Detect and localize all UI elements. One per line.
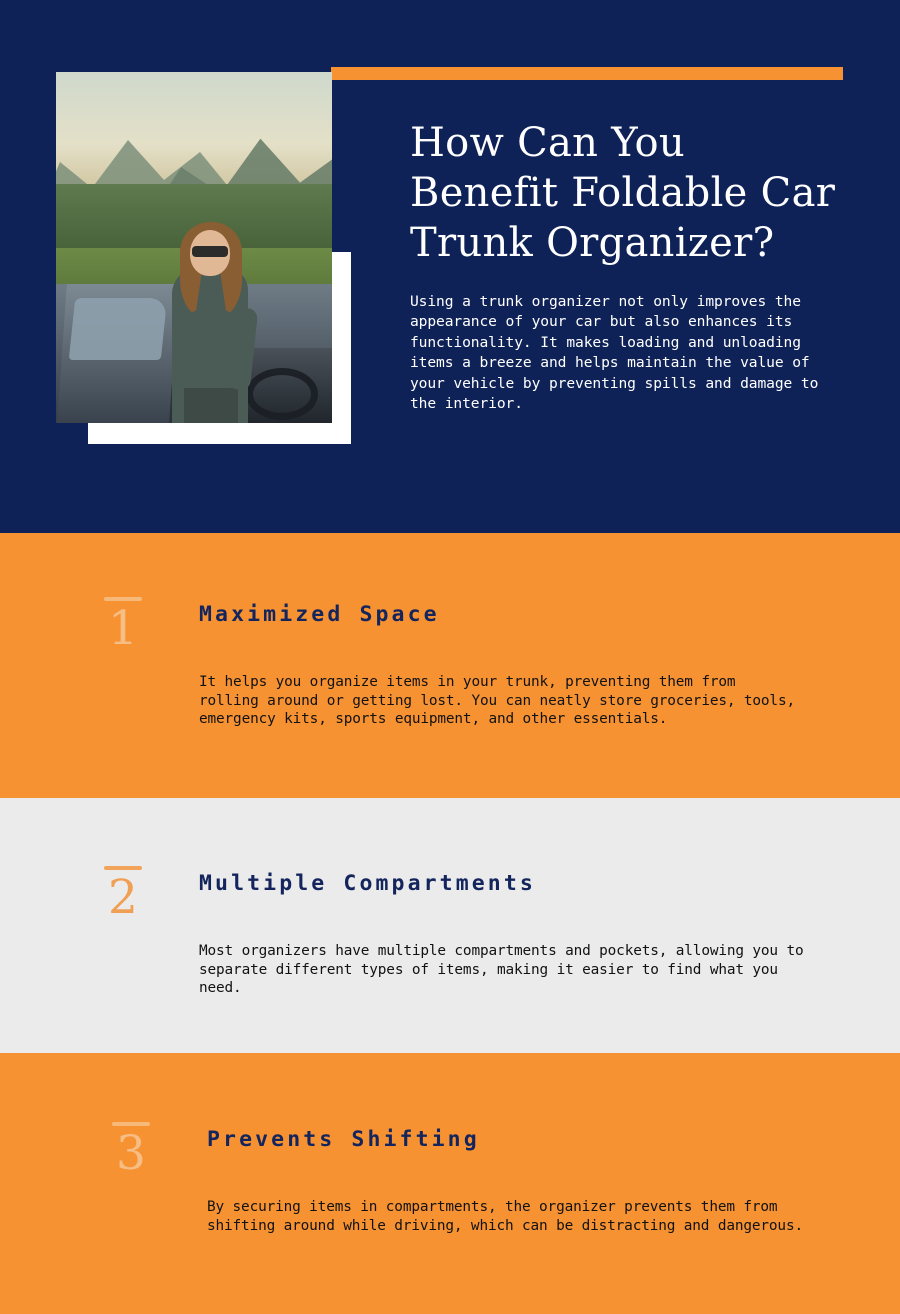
step-number-3 [86,1122,176,1181]
section-1-body: It helps you organize items in your trunk, preventing them from rolling around or getting lost. You can neatly store groceries, tools, emergency kits, sports equipment, and other essentials. [199,674,795,728]
number-value: 3 [116,1126,146,1181]
step-number-1 [78,597,168,656]
section-1-title: Maximized Space [199,602,440,627]
benefit-section-2 [0,798,900,1053]
benefit-section-3 [0,1053,900,1314]
section-2-body: Most organizers have multiple compartments and pockets, allowing you to separate different types of items, making it easier to find what you need. [199,943,804,997]
step-number-2 [78,866,168,925]
hero-description: Using a trunk organizer not only improves the appearance of your car but also enhances its functionality. It makes loading and unloading items a breeze and helps maintain the value of your vehicle by preventing spills and damage to the interior. [410,293,819,413]
section-3-title: Prevents Shifting [207,1127,480,1152]
section-3-body: By securing items in compartments, the organizer prevents them from shifting around while driving, which can be distracting and dangerous. [207,1199,803,1234]
page-title: How Can You Benefit Foldable Car Trunk Organizer? [410,120,836,266]
number-value: 1 [108,601,138,656]
section-2-title: Multiple Compartments [199,871,536,896]
number-value: 2 [108,870,138,925]
